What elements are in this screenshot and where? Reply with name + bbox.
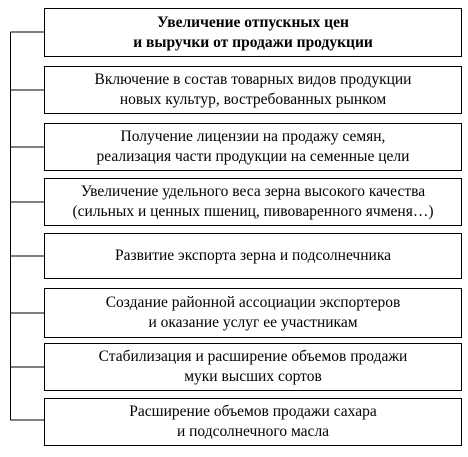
item-6-line-2: муки высших сортов bbox=[184, 368, 322, 385]
item-3-line-2: (сильных и ценных пшениц, пивоваренного ячменя…) bbox=[72, 203, 434, 220]
item-1-line-2: новых культур, востребованных рынком bbox=[119, 91, 387, 108]
item-box-5 bbox=[44, 288, 462, 338]
item-2-line-2: реализация части продукции на семенные цели bbox=[96, 148, 410, 165]
header-line-2: и выручки от продажи продукции bbox=[133, 33, 373, 51]
header-line-1: Увеличение отпускных цен bbox=[157, 13, 349, 31]
item-box-7 bbox=[44, 398, 462, 446]
item-1-line-1: Включение в состав товарных видов продукции bbox=[94, 71, 412, 88]
item-box-6 bbox=[44, 343, 462, 391]
item-box-2 bbox=[44, 123, 462, 171]
item-7-line-2: и подсолнечного масла bbox=[176, 423, 330, 440]
item-2-line-1: Получение лицензии на продажу семян, bbox=[120, 128, 386, 145]
item-3-line-1: Увеличение удельного веса зерна высокого качества bbox=[80, 183, 426, 200]
item-6-line-1: Стабилизация и расширение объемов продажи bbox=[98, 348, 408, 365]
header-box bbox=[44, 8, 462, 57]
item-7-line-1: Расширение объемов продажи сахара bbox=[129, 403, 377, 420]
item-5-line-2: и оказание услуг ее участникам bbox=[148, 314, 358, 331]
item-4-line-1: Развитие экспорта зерна и подсолнечника bbox=[114, 247, 391, 264]
item-box-4 bbox=[44, 233, 462, 279]
item-box-3 bbox=[44, 178, 462, 226]
item-5-line-1: Создание районной ассоциации экспортеров bbox=[105, 294, 401, 311]
item-box-1 bbox=[44, 66, 462, 114]
